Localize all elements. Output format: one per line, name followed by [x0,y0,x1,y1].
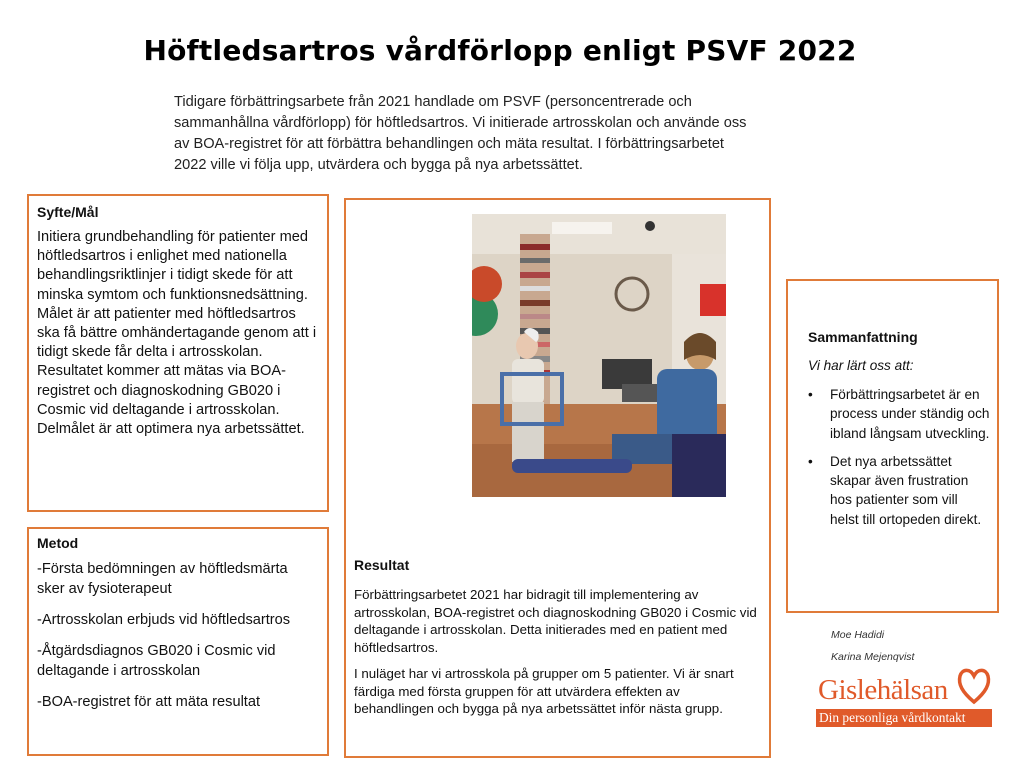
metod-item: -Åtgärdsdiagnos GB020 i Cosmic vid deltagande i artrosskolan [37,643,276,679]
gislehalsan-logo [816,666,994,730]
metod-item: -BOA-registret för att mäta resultat [37,694,261,710]
intro-line: 2022 ville vi följa upp, utvärdera och bygga på nya arbetssättet. [174,157,583,173]
group-photo [472,214,726,497]
resultat-paragraph: I nuläget har vi artrosskola på grupper om 5 patienter. Vi är snart färdiga med första gruppen för att utvärdera effekten av behandlingen och bygga på nya arbetssättet inför nästa grupp. [354,666,734,716]
syfte-box [27,194,329,512]
metod-item: -Första bedömningen av höftledsmärta sker av fysioterapeut [37,561,288,597]
metod-heading: Metod [37,535,79,551]
intro-line: sammanhållna vårdförlopp) för höftledsartros. Vi initierade artrosskolan och använde oss [174,115,747,131]
metod-list [37,559,319,712]
author-name: Moe Hadidi [831,629,885,641]
metod-box [27,527,329,756]
resultat-box [344,198,771,758]
sammanfattning-item: • Förbättringsarbetet är en process under ständig och ibland långsam utveckling. [808,385,990,443]
heart-icon [956,666,992,706]
sammanfattning-box [786,279,999,613]
sammanfattning-item: • Det nya arbetssättet skapar även frustration hos patienter som vill helst till ortopeden direkt. [808,452,990,529]
sammanfattning-heading: Sammanfattning [808,329,918,345]
sammanfattning-lead: Vi har lärt oss att: [808,358,914,373]
metod-item: -Artrosskolan erbjuds vid höftledsartros [37,612,291,628]
sammanfattning-list [808,385,990,538]
resultat-text [354,586,758,727]
resultat-heading: Resultat [354,557,410,573]
syfte-heading: Syfte/Mål [37,204,99,220]
author-name: Karina Mejenqvist [831,651,915,663]
intro-text [174,92,854,176]
intro-line: av BOA-registret för att förbättra behandlingen och mäta resultat. I förbättringsarbetet [174,136,724,152]
page-title: Höftledsartros vårdförlopp enligt PSVF 2022 [143,34,857,67]
logo-wordmark: Gislehälsan [818,674,948,706]
logo-tagline: Din personliga vårdkontakt [816,709,992,727]
intro-line: Tidigare förbättringsarbete från 2021 handlade om PSVF (personcentrerade och [174,94,692,110]
syfte-text: Initiera grundbehandling för patienter med höftledsartros i enlighet med nationella behandlingsriktlinjer i tidigt skede för att minska symtom och funktionsnedsättning. Målet är att patienter med höftledsartros ska få bättre omhändertagande genom att i tidigt skede får delta i artrosskolan. Resultatet kommer att mätas via BOA-registret och diagnoskodning GB020 i Cosmic vid deltagande i artrosskolan. Delmålet är att optimera nya arbetssättet. [37,229,317,438]
resultat-paragraph: Förbättringsarbetet 2021 har bidragit till implementering av artrosskolan, BOA-registret och diagnoskodning GB020 i Cosmic vid deltagande i artrosskolan. Detta initierades med en patient med höftledsartros. [354,587,757,655]
